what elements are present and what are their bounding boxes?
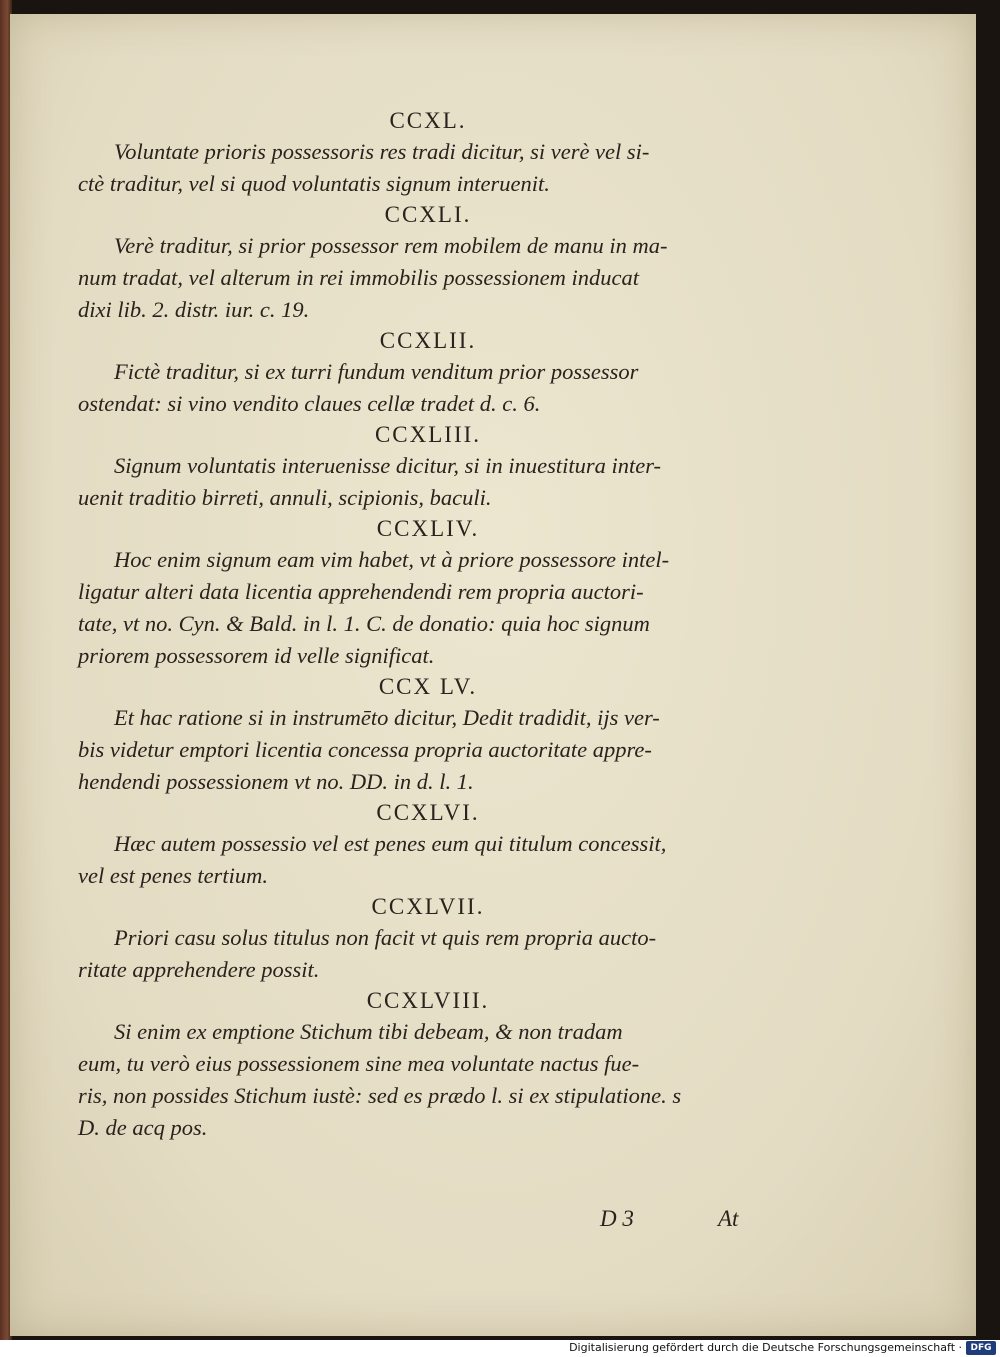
thesis-paragraph: [78, 230, 778, 326]
text-line: ctè traditur, vel si quod voluntatis signum interuenit.: [78, 171, 550, 196]
page-text-block: [78, 106, 778, 1144]
thesis-heading: CCXLI.: [384, 202, 472, 227]
thesis-heading: CCXLIII.: [374, 422, 482, 447]
funding-credit: Digitalisierung gefördert durch die Deutsche Forschungsgemeinschaft ·: [569, 1341, 962, 1354]
thesis-heading: CCXLVIII.: [366, 988, 490, 1013]
text-line: ris, non possides Stichum iustè: sed es prædo l. si ex stipulatione. s: [78, 1083, 682, 1108]
text-line: bis videtur emptori licentia concessa propria auctoritate appre-: [78, 737, 652, 762]
text-line: ritate apprehendere possit.: [78, 957, 320, 982]
text-line: Verè traditur, si prior possessor rem mobilem de manu in ma-: [114, 233, 668, 258]
text-line: Signum voluntatis interuenisse dicitur, si in inuestitura inter-: [114, 453, 662, 478]
text-line: Voluntate prioris possessoris res tradi dicitur, si verè vel si-: [114, 139, 650, 164]
dfg-logo-icon: DFG: [966, 1341, 996, 1355]
catchword: At: [718, 1206, 739, 1231]
text-line: num tradat, vel alterum in rei immobilis possessionem inducat: [78, 265, 640, 290]
text-line: tate, vt no. Cyn. & Bald. in l. 1. C. de donatio: quia hoc signum: [78, 611, 650, 636]
thesis-heading: CCXLIV.: [376, 516, 480, 541]
text-line: uenit traditio birreti, annuli, scipionis, baculi.: [78, 485, 492, 510]
text-line: priorem possessorem id velle significat.: [78, 643, 435, 668]
thesis-paragraph: [78, 450, 778, 514]
text-line: ostendat: si vino vendito claues cellæ tradet d. c. 6.: [78, 391, 541, 416]
text-line: Hæc autem possessio vel est penes eum qui titulum concessit,: [114, 831, 667, 856]
thesis-heading: CCXLVII.: [371, 894, 485, 919]
text-line: eum, tu verò eius possessionem sine mea voluntate nactus fue-: [78, 1051, 640, 1076]
thesis-paragraph: [78, 828, 778, 892]
text-line: ligatur alteri data licentia apprehendendi rem propria auctori-: [78, 579, 644, 604]
text-line: Et hac ratione si in instrumēto dicitur, Dedit tradidit, ijs ver-: [114, 705, 660, 730]
signature-mark: D 3: [600, 1206, 634, 1231]
thesis-paragraph: [78, 356, 778, 420]
text-line: Priori casu solus titulus non facit vt quis rem propria aucto-: [114, 925, 657, 950]
text-line: Hoc enim signum eam vim habet, vt à priore possessore intel-: [114, 547, 670, 572]
thesis-paragraph: [78, 1016, 778, 1144]
book-page: [10, 14, 976, 1336]
text-line: D. de acq pos.: [78, 1115, 208, 1140]
thesis-paragraph: [78, 922, 778, 986]
thesis-paragraph: [78, 702, 778, 798]
thesis-heading: CCXL.: [389, 108, 467, 133]
thesis-heading: CCXLVI.: [376, 800, 480, 825]
thesis-heading: CCXLII.: [379, 328, 477, 353]
text-line: Si enim ex emptione Stichum tibi debeam, & non tradam: [114, 1019, 623, 1044]
thesis-heading: CCX LV.: [378, 674, 478, 699]
text-line: hendendi possessionem vt no. DD. in d. l. 1.: [78, 769, 474, 794]
thesis-paragraph: [78, 136, 778, 200]
thesis-paragraph: [78, 544, 778, 672]
text-line: vel est penes tertium.: [78, 863, 268, 888]
text-line: dixi lib. 2. distr. iur. c. 19.: [78, 297, 310, 322]
text-line: Fictè traditur, si ex turri fundum venditum prior possessor: [114, 359, 639, 384]
